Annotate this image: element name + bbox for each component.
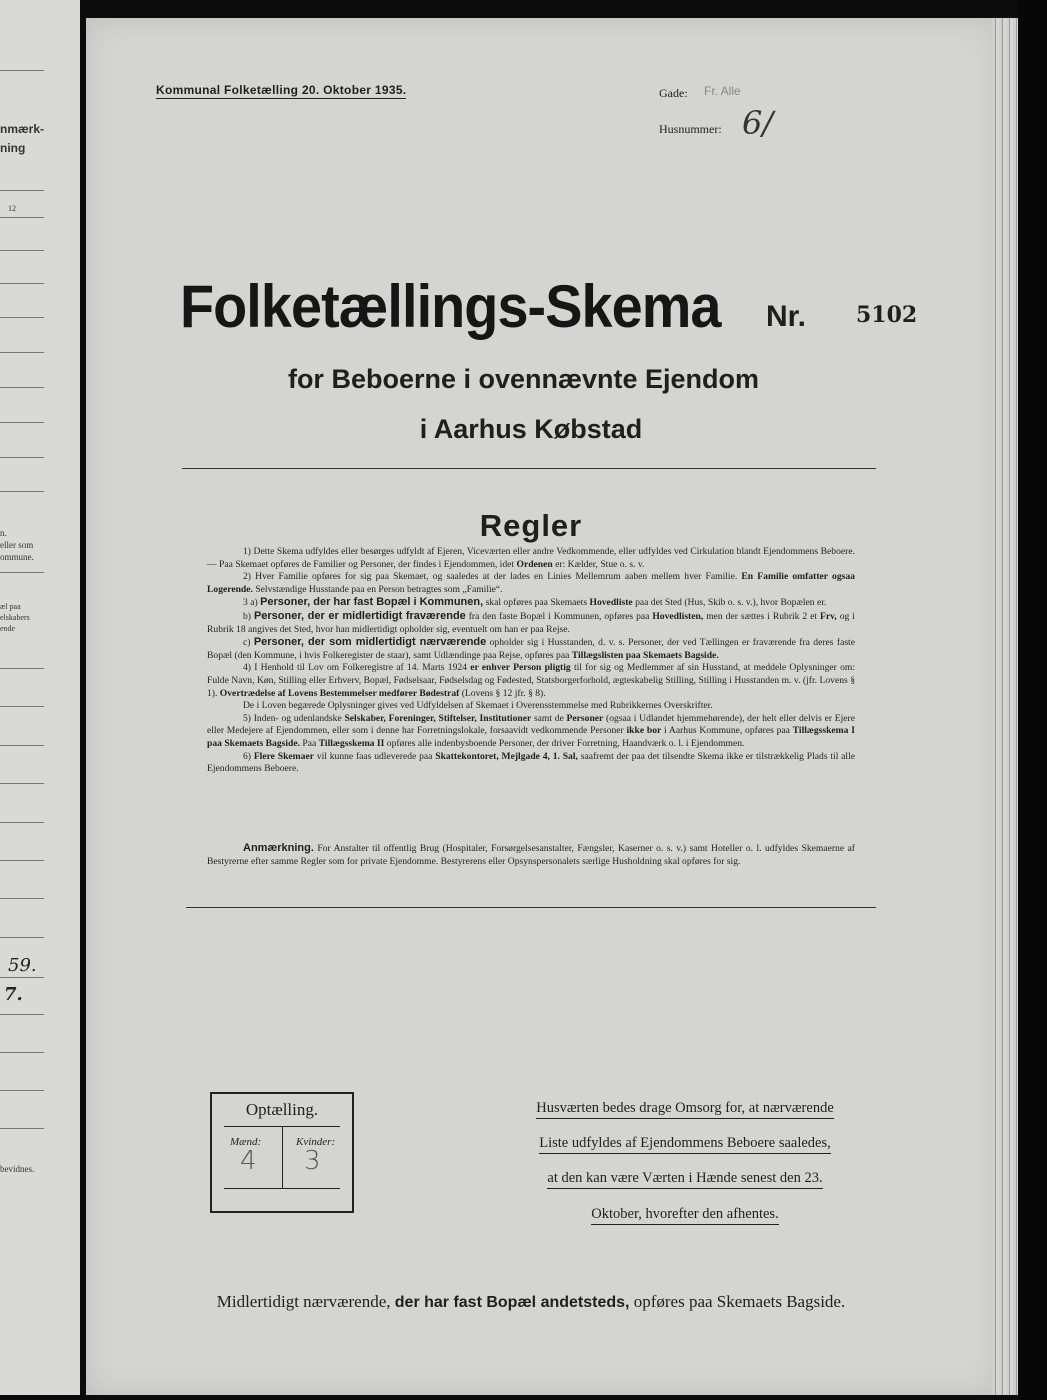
street-value: Fr. Alle (704, 84, 741, 98)
rule-text: Selvstændige Husstande paa en Person betragtes som „Familie“. (255, 583, 503, 595)
rule-text: er: Kælder, Stue o. s. v. (555, 558, 645, 570)
left-page-text: ommune. (0, 552, 34, 562)
note-heading: Anmærkning. (243, 842, 314, 854)
rule-bold: Tillægsskema I paa Skemaets Bagside. (207, 725, 855, 749)
rule-text: skal opføres paa Skemaets (485, 597, 588, 609)
left-page-rule (0, 250, 44, 251)
footer-text: opføres paa Skemaets Bagside. (633, 1292, 846, 1311)
rule-bold: Personer (566, 712, 604, 724)
rule-text: 4) I Henhold til Lov om Folkeregistre af 14. Marts 1924 (243, 662, 467, 674)
left-page-text: eller som (0, 540, 34, 550)
rule-text: 2) Hver Familie opføres for sig paa Skemaet, og saaledes at der lades en Linies Mellemrum aaben mellem hver Familie. (243, 571, 738, 583)
rule-text: c) (243, 637, 251, 649)
form-subtitle: for Beboerne i ovennævnte Ejendom (287, 364, 760, 394)
rule-3b (207, 610, 855, 636)
men-label: Mænd: (230, 1136, 262, 1148)
rule-text: 3 a) (243, 597, 258, 609)
rule-text: fra den faste Bopæl i Kommunen, opføres paa (468, 610, 650, 622)
rule-text: (ogsaa i Udlandet hjemmehørende), der helt eller delvis er Ejere eller Medejere af Ejendommen, eller som i denne har Forretningslokale, forsaavidt vedkommende Personer (207, 712, 855, 737)
women-label: Kvinder: (296, 1136, 336, 1148)
rule-text: 1) Dette Skema udfyldes eller besørges udfyldt af Ejeren, Viceværten eller andre Vedkommende, eller udfyldes ved Cirkulation blandt Ejendommens Beboere. — Paa Skemaet opføres de Familier og Personer, der findes i Ejendommen, idet (207, 546, 855, 570)
left-page-rule (0, 491, 44, 492)
street-label: Gade: (659, 86, 688, 100)
count-title: Optælling. (245, 1100, 319, 1119)
rule-text: til for sig og Medlemmer af sin Husstand, at meddele Oplysninger om: Fulde Navn, Køn, Stilling eller Erhverv, Bopæl, Fødselsaar, Fødselsdag og Fødested, Statsborgerforhold, ægteskabelig Stilling, Stilling i Husstanden m. v. (jfr. Lovens § 1). (207, 662, 855, 699)
left-page-rule (0, 977, 44, 978)
left-page-handwriting: 7. (4, 984, 23, 1005)
left-page-handwriting: 59. (8, 955, 37, 976)
left-page-text: elskabers (0, 613, 30, 622)
left-page-text: ende (0, 624, 16, 633)
count-box (210, 1092, 354, 1213)
rule-bold: Personer, der er midlertidigt fraværende (253, 609, 466, 622)
rule-text: men der sættes i Rubrik 2 et (706, 610, 818, 622)
men-count: 4 (240, 1146, 257, 1176)
rule-text: De i Loven begærede Oplysninger gives ved Udfyldelsen af Skemaet i Overensstemmelse med Rubrikkernes Overskrifter. (243, 700, 713, 712)
left-page-rule (0, 352, 44, 353)
rule-bold: Overtrædelse af Lovens Bestemmelser medfører Bødestraf (219, 687, 460, 699)
left-page-rule (0, 70, 44, 71)
rule-text: 5) Inden- og udenlandske (243, 712, 342, 724)
rule-5 (207, 713, 855, 751)
rule-bold: Ordenen (516, 558, 553, 570)
left-page-rule (0, 457, 44, 458)
left-page-rule (0, 1090, 44, 1091)
rule-bold: Selskaber, Foreninger, Stiftelser, Institutioner (344, 712, 532, 724)
left-page-rule (0, 283, 44, 284)
form-subtitle-city: i Aarhus Købstad (419, 414, 643, 444)
count-divider (224, 1188, 340, 1189)
left-page-rule (0, 822, 44, 823)
left-page-rule (0, 860, 44, 861)
house-number-value: 6/ (742, 104, 774, 142)
rule-bold: ikke bor (626, 725, 662, 737)
rule-text: i Aarhus Kommune, opføres paa (664, 725, 790, 737)
rule-bold: Frv, (820, 610, 837, 622)
left-page-rule (0, 217, 44, 218)
rule-4 (207, 662, 855, 700)
rules-text (207, 546, 855, 776)
notice-line (500, 1135, 870, 1152)
footer-text: Midlertidigt nærværende, (216, 1292, 391, 1311)
rule-bold: En Familie omfatter ogsaa Logerende. (207, 571, 855, 595)
rule-4-note (207, 700, 855, 713)
left-page-rule (0, 668, 44, 669)
divider (182, 468, 876, 469)
rule-6 (207, 751, 855, 776)
left-page-rule (0, 1052, 44, 1053)
rule-text: (Lovens § 12 jfr. § 8). (461, 687, 546, 699)
notice-line (500, 1100, 870, 1117)
rule-text: vil kunne faas udleverede paa (316, 750, 433, 762)
rule-bold: Hovedliste (589, 597, 633, 609)
rule-1 (207, 546, 855, 571)
rule-text: opholder sig i Husstanden, d. v. s. Personer, der ved Tællingen er fraværende fra deres faste Bopæl (den Kommune, i hvis Folkeregister de staar), samt Udlændinge paa Rejse, opføres paa (207, 637, 855, 661)
rule-2 (207, 571, 855, 596)
rule-3c (207, 636, 855, 662)
rule-bold: Skattekontoret, Mejlgade 4, 1. Sal, (435, 750, 578, 762)
rules-heading: Regler (479, 508, 583, 543)
rule-3a (207, 596, 855, 610)
rule-text: paa det Sted (Hus, Skib o. s. v.), hvor Bopælen er. (635, 597, 827, 609)
notice-text: at den kan være Værten i Hænde senest den 23. (547, 1170, 822, 1189)
background-edge (1018, 0, 1047, 1400)
left-page-text: nmærk- (0, 122, 45, 136)
left-page-edge (0, 0, 80, 1395)
note-body: For Anstalter til offentlig Brug (Hospitaler, Forsørgelsesanstalter, Fængsler, Kaserner o. s. v.) samt Hoteller o. l. udfyldes Skemaerne af Bestyrerne efter samme Regler som for private Ejendomme. Bestyrerens eller Opsynspersonalets særlige Husholdning skal opføres for sig. (207, 843, 855, 867)
notice-text: Oktober, hvorefter den afhentes. (591, 1206, 778, 1225)
rule-text: samt de (533, 712, 564, 724)
rule-text: 6) (243, 750, 251, 762)
notice-text: Husværten bedes drage Omsorg for, at nærværende (536, 1100, 834, 1119)
left-page-text: ning (0, 141, 26, 155)
left-page-rule (0, 1014, 44, 1015)
rule-bold: Tillægsskema II (318, 737, 385, 749)
left-page-column-number: 12 (8, 204, 16, 213)
form-title: Folketællings-Skema (180, 273, 721, 340)
rule-bold: Hovedlisten, (652, 610, 704, 622)
notice-line (500, 1206, 870, 1223)
footer-bold-text: der har fast Bopæl andetsteds, (394, 1294, 630, 1311)
rule-text: saafremt der paa det tilsendte Skema ikke er tilstrækkelig Plads til alle Ejendommens Beboere. (207, 750, 856, 775)
left-page-rule (0, 783, 44, 784)
rule-bold: Flere Skemaer (253, 750, 314, 762)
left-page-rule (0, 317, 44, 318)
rule-bold: Tillægslisten paa Skemaets Bagside. (571, 649, 719, 661)
count-divider (282, 1126, 283, 1188)
left-page-rule (0, 190, 44, 191)
left-page-rule (0, 572, 44, 573)
notice-text: Liste udfyldes af Ejendommens Beboere saaledes, (539, 1135, 831, 1154)
rule-text: og i Rubrik 18 angives det Sted, hvor han midlertidigt opholder sig, eventuelt om han er paa Rejse. (207, 610, 855, 635)
left-page-text: n. (0, 528, 7, 538)
note-text (207, 842, 855, 868)
note-paragraph (207, 842, 855, 868)
left-page-rule (0, 745, 44, 746)
women-count: 3 (304, 1146, 321, 1176)
footer-note (0, 1292, 1047, 1312)
rule-bold: er enhver Person pligtig (470, 662, 571, 674)
rule-text: Paa (302, 737, 317, 749)
form-number-label: Nr. (766, 300, 807, 333)
rule-bold: Personer, der har fast Bopæl i Kommunen, (260, 596, 484, 609)
left-page-rule (0, 706, 44, 707)
left-page-text: bevidnes. (0, 1164, 35, 1174)
left-page-rule (0, 937, 44, 938)
rule-text: b) (243, 610, 251, 622)
left-page-rule (0, 898, 44, 899)
rule-text: opføres alle indenbysboende Personer, der driver Forretning, Haandværk o. l. i Ejendommen. (386, 737, 745, 749)
divider (186, 907, 876, 908)
rule-bold: Personer, der som midlertidigt nærværende (253, 636, 487, 649)
left-page-rule (0, 1128, 44, 1129)
form-number-value: 5102 (856, 302, 918, 328)
left-page-text: æl paa (0, 602, 21, 611)
census-header: Kommunal Folketælling 20. Oktober 1935. (156, 83, 407, 97)
house-number-label: Husnummer: (659, 122, 722, 136)
notice-line (500, 1170, 870, 1187)
